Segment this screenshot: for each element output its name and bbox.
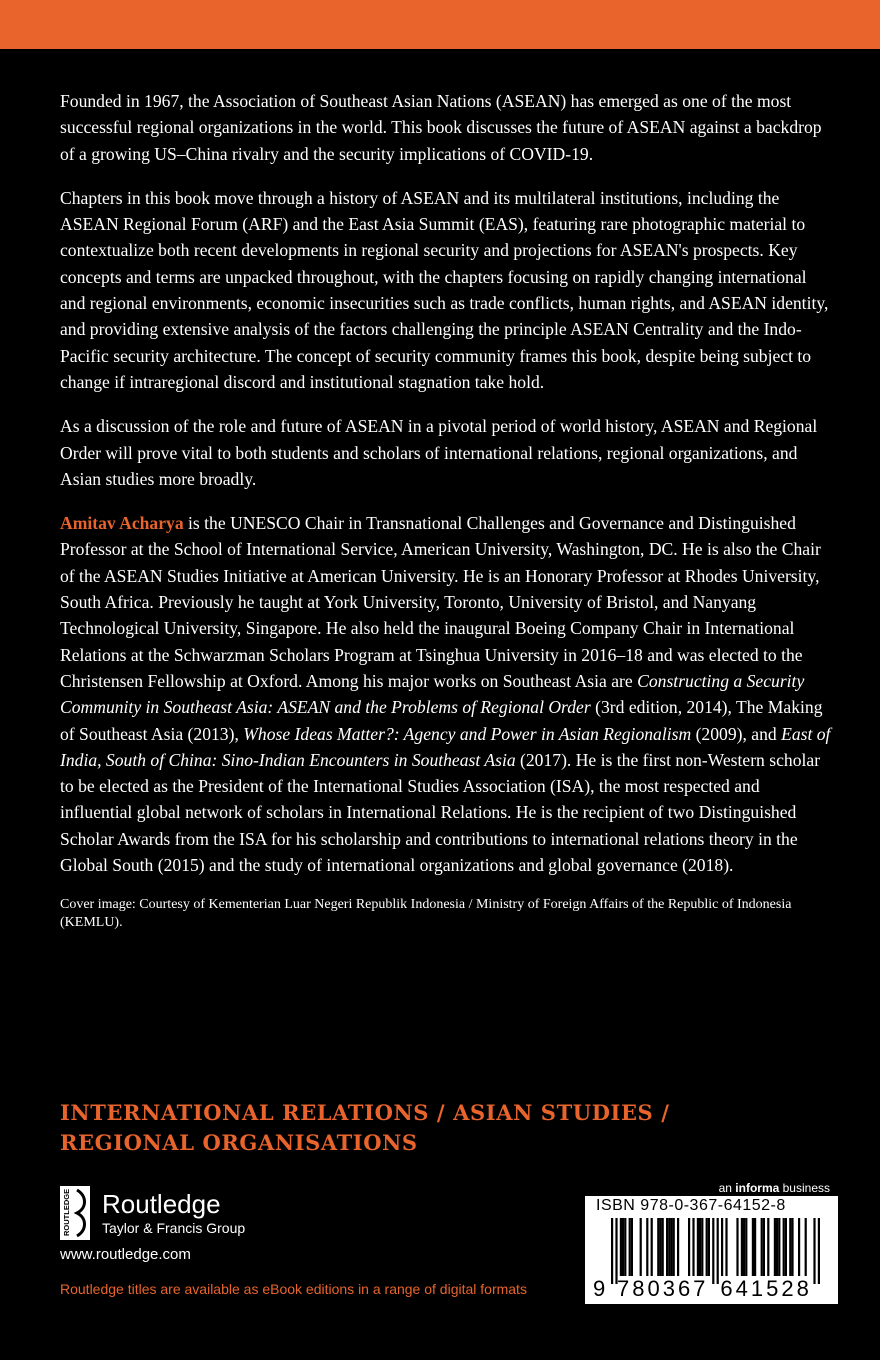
barcode-digit-first: 9 (593, 1276, 606, 1301)
barcode-bar (725, 1218, 727, 1276)
author-work-2: Whose Ideas Matter?: Agency and Power in Asian Regionalism (243, 723, 692, 744)
author-bio-text-2: (3rd edition, 2014), The Making of Southeast Asia (2013), (60, 697, 823, 744)
author-work-1: Constructing a Security Community in Southeast Asia: ASEAN and the Problems of Regional Order (60, 670, 805, 718)
barcode-bar (673, 1218, 675, 1276)
barcode-bar (611, 1218, 613, 1284)
barcode-bar (670, 1218, 672, 1276)
barcode-bar (783, 1218, 785, 1276)
barcode-bar (813, 1218, 815, 1284)
barcode-bar (624, 1218, 626, 1276)
barcode-bar (743, 1218, 745, 1276)
barcode-bar (640, 1218, 642, 1276)
barcode-bar (662, 1218, 664, 1276)
subject-line-2: REGIONAL ORGANISATIONS (60, 1130, 418, 1155)
subject-line-1: INTERNATIONAL RELATIONS / ASIAN STUDIES / (60, 1100, 670, 1125)
barcode-bar (717, 1218, 719, 1284)
subject-categories (60, 1098, 840, 1158)
barcode-bar (791, 1218, 793, 1276)
barcode-bar (708, 1218, 710, 1276)
author-bio-text-3: (2009), and (691, 723, 782, 744)
informa-tagline (700, 1181, 830, 1195)
barcode-digits-left: 780367 (617, 1276, 709, 1301)
barcode-bar (785, 1218, 787, 1276)
barcode-bar (706, 1218, 708, 1276)
author-work-3: East of India, South of China: Sino-Indian Encounters in Southeast Asia (60, 723, 831, 770)
barcode-bar (615, 1218, 617, 1284)
barcode-bar (741, 1218, 743, 1276)
barcode-bar (666, 1218, 668, 1276)
barcode-bar (745, 1218, 747, 1276)
barcode-bar (761, 1218, 763, 1276)
barcode-digits (593, 1277, 833, 1301)
isbn-label: ISBN 978-0-367-64152-8 (596, 1197, 786, 1214)
barcode-bar (646, 1218, 648, 1276)
author-bio (60, 510, 835, 878)
informa-suffix: business (779, 1181, 830, 1195)
ebook-note: Routledge titles are available as eBook editions in a range of digital formats (60, 1281, 527, 1297)
barcode-bar (697, 1218, 699, 1276)
back-cover-text (60, 88, 835, 932)
barcode-bar (688, 1218, 690, 1276)
publisher-name: Routledge (102, 1188, 221, 1219)
publisher-group: Taylor & Francis Group (102, 1219, 246, 1236)
barcode-bar (721, 1218, 723, 1276)
barcode-bar (798, 1218, 800, 1276)
barcode-bar (736, 1218, 738, 1276)
routledge-logo-icon (60, 1186, 90, 1240)
publisher-logo (60, 1186, 245, 1240)
barcode-bar (620, 1218, 622, 1276)
barcode-bar (763, 1218, 765, 1276)
barcode-bar (631, 1218, 633, 1276)
barcode-bar (778, 1218, 780, 1276)
barcode-bar (699, 1218, 701, 1276)
barcode-bar (677, 1218, 679, 1276)
publisher-website: www.routledge.com (60, 1246, 191, 1263)
barcode-bar (774, 1218, 776, 1276)
description-paragraph-2: Chapters in this book move through a history of ASEAN and its multilateral institutions, including the ASEAN Regional Forum (ARF) and the East Asia Summit (EAS), featuring rare photographic material to contextualize both recent developments in regional security and projections for ASEAN's prospects. Key concepts and terms are unpacked throughout, with the chapters focusing on rapidly changing international and regional environments, economic insecurities such as trade conflicts, human rights, and ASEAN identity, and providing extensive analysis of the factors challenging the principle ASEAN Centrality and the Indo-Pacific security architecture. The concept of security community frames this book, despite being subject to change if intraregional discord and institutional stagnation take hold. (60, 187, 829, 392)
description-paragraph-3: As a discussion of the role and future of ASEAN in a pivotal period of world history, ASEAN and Regional Order will prove vital to both students and scholars of international relations, regional organizations, and Asian studies more broadly. (60, 416, 818, 489)
author-bio-text-1: is the UNESCO Chair in Transnational Challenges and Governance and Distinguished Professor at the School of International Service, American University, Washington, DC. He is also the Chair of the ASEAN Studies Initiative at American University. He is an Honorary Professor at Rhodes University, South Africa. Previously he taught at York University, Toronto, University of Bristol, and Nanyang Technological University, Singapore. He also held the inaugural Boeing Company Chair in International Relations at the Schwarzman Scholars Program at Tsinghua University in 2016–18 and was elected to the Christensen Fellowship at Oxford. Among his major works on Southeast Asia are (60, 513, 821, 691)
cover-image-credit: Cover image: Courtesy of Kementerian Luar Negeri Republik Indonesia / Ministry of Foreign Affairs of the Republic of Indonesia (KEMLU). (60, 897, 792, 931)
barcode-bar (767, 1218, 769, 1276)
description-paragraph-1: Founded in 1967, the Association of Southeast Asian Nations (ASEAN) has emerged as one of the most successful regional organizations in the world. This book discusses the future of ASEAN against a backdrop of a growing US–China rivalry and the security implications of COVID-19. (60, 91, 822, 164)
barcode-bar (701, 1218, 703, 1276)
barcode-bar (789, 1218, 791, 1276)
barcode-bar (657, 1218, 659, 1276)
barcode-bar (754, 1218, 756, 1276)
barcode-box (585, 1196, 838, 1304)
barcode-bar (622, 1218, 624, 1276)
logo-vertical-text: ROUTLEDGE (62, 1188, 71, 1236)
barcode-bar (776, 1218, 778, 1276)
barcode-bar (629, 1218, 631, 1276)
author-bio-text-4: (2017). He is the first non-Western scholar to be elected as the President of the International Studies Association (ISA), the most respected and influential global network of scholars in International Relations. He is the recipient of two Distinguished Scholar Awards from the ISA for his scholarship and contributions to international relations theory in the Global South (2015) and the study of international organizations and global governance (2018). (60, 749, 821, 876)
barcode-bar (668, 1218, 670, 1276)
barcode-digits-right: 641528 (720, 1276, 812, 1301)
barcode-bar (712, 1218, 714, 1284)
barcode-bar (692, 1218, 694, 1276)
informa-prefix: an (718, 1181, 736, 1195)
author-name: Amitav Acharya (60, 513, 184, 534)
barcode-bar (651, 1218, 653, 1276)
barcode-bar (818, 1218, 820, 1284)
top-color-band (0, 0, 880, 49)
informa-brand: informa (735, 1181, 780, 1195)
barcode-bar (659, 1218, 661, 1276)
barcode-bar (752, 1218, 754, 1276)
barcode-bar (805, 1218, 807, 1276)
